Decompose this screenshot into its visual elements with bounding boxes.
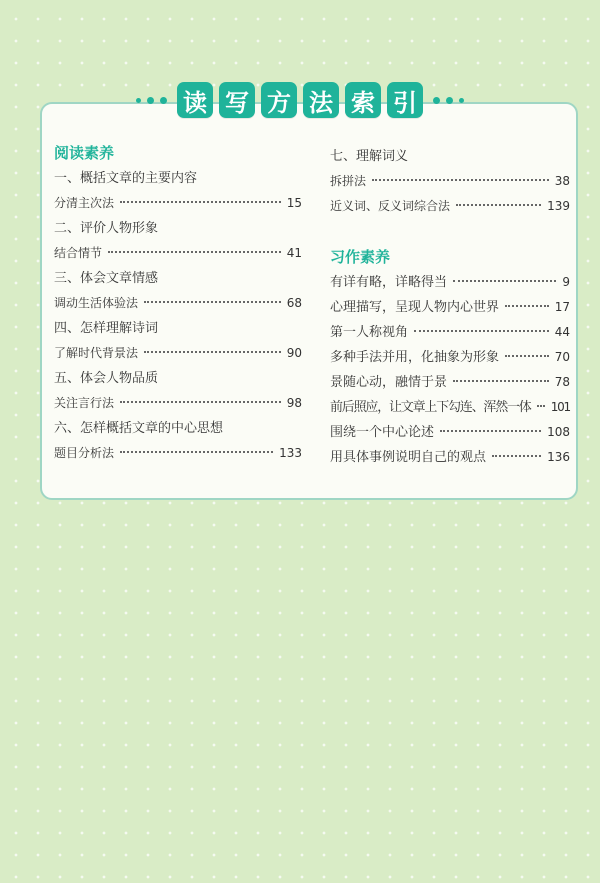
right-column [330, 144, 570, 470]
dot-leader [144, 300, 281, 303]
reading-column [54, 140, 302, 466]
entry-name: 调动生活体验法 [54, 296, 139, 310]
index-entry [330, 169, 570, 194]
title-dot-decoration [136, 98, 141, 103]
title-char: 方 [261, 82, 297, 118]
section-spacer [330, 219, 570, 244]
dot-leader [120, 200, 281, 203]
page-number: 17 [554, 300, 570, 314]
dot-leader [414, 329, 549, 332]
title-char: 索 [345, 82, 381, 118]
title-characters [177, 82, 423, 118]
entry-name: 了解时代背景法 [54, 346, 139, 360]
index-entry [54, 441, 302, 466]
title-dot-decoration [459, 98, 464, 103]
dot-leader [453, 279, 556, 282]
entry-name: 拆拼法 [330, 174, 367, 188]
page-number: 98 [286, 396, 302, 410]
title-dot-decoration [433, 97, 440, 104]
index-entry [54, 291, 302, 316]
dot-leader [505, 354, 549, 357]
entry-name: 第一人称视角 [330, 325, 409, 340]
page-number: 139 [547, 199, 570, 213]
dot-leader [372, 178, 549, 181]
entry-name: 围绕一个中心论述 [330, 425, 435, 440]
page-number: 136 [547, 450, 570, 464]
entry-name: 关注言行法 [54, 396, 115, 410]
title-char: 写 [219, 82, 255, 118]
title-dot-decoration [446, 97, 453, 104]
page-number: 15 [286, 196, 302, 210]
chapter-title: 二、评价人物形象 [54, 221, 159, 236]
entry-name: 心理描写，呈现人物内心世界 [330, 300, 500, 315]
dot-leader [505, 304, 549, 307]
title-char: 引 [387, 82, 423, 118]
page-number: 133 [279, 446, 302, 460]
title-char: 法 [303, 82, 339, 118]
page-number: 9 [562, 275, 570, 289]
page-number: 90 [286, 346, 302, 360]
chapter-title: 六、怎样概括文章的中心思想 [54, 421, 224, 436]
entry-name: 题目分析法 [54, 446, 115, 460]
chapter-title: 七、理解词义 [330, 149, 409, 164]
dot-leader [108, 250, 281, 253]
writing-section-heading: 习作素养 [330, 248, 391, 266]
dot-leader [453, 379, 549, 382]
chapter-title: 三、体会文章情感 [54, 271, 159, 286]
index-entry [330, 295, 570, 320]
dot-leader [120, 400, 281, 403]
dot-leader [456, 203, 541, 206]
chapter-title: 四、怎样理解诗词 [54, 321, 159, 336]
index-entry [54, 391, 302, 416]
page-number: 68 [286, 296, 302, 310]
page-number: 78 [554, 375, 570, 389]
entry-name: 有详有略，详略得当 [330, 275, 448, 290]
index-entry [54, 241, 302, 266]
index-entry [54, 341, 302, 366]
page-number: 41 [286, 246, 302, 260]
title-char: 读 [177, 82, 213, 118]
entry-name: 结合情节 [54, 246, 103, 260]
reading-section-heading: 阅读素养 [54, 144, 115, 162]
entry-name: 分清主次法 [54, 196, 115, 210]
page-number: 101 [550, 400, 570, 414]
dot-leader [537, 404, 545, 407]
page-number: 38 [554, 174, 570, 188]
dot-leader [144, 350, 281, 353]
page-number: 44 [554, 325, 570, 339]
entry-name: 多种手法并用，化抽象为形象 [330, 350, 500, 365]
index-entry [330, 194, 570, 219]
index-entry [330, 270, 570, 295]
dot-leader [120, 450, 273, 453]
dot-leader [492, 454, 541, 457]
index-panel [40, 102, 578, 500]
page-number: 70 [554, 350, 570, 364]
index-title [130, 78, 470, 122]
index-entry [330, 370, 570, 395]
page-number: 108 [547, 425, 570, 439]
index-entry [330, 420, 570, 445]
entry-name: 前后照应，让文章上下勾连、浑然一体 [330, 400, 531, 415]
entry-name: 用具体事例说明自己的观点 [330, 450, 487, 465]
index-entry [330, 445, 570, 470]
title-dot-decoration [147, 97, 154, 104]
index-entry [330, 320, 570, 345]
index-entry [330, 345, 570, 370]
entry-name: 景随心动，融情于景 [330, 375, 448, 390]
index-entry [54, 191, 302, 216]
chapter-title: 一、概括文章的主要内容 [54, 171, 198, 186]
title-dot-decoration [160, 97, 167, 104]
dot-leader [440, 429, 541, 432]
entry-name: 近义词、反义词综合法 [330, 199, 451, 213]
chapter-title: 五、体会人物品质 [54, 371, 159, 386]
index-entry [330, 395, 570, 420]
